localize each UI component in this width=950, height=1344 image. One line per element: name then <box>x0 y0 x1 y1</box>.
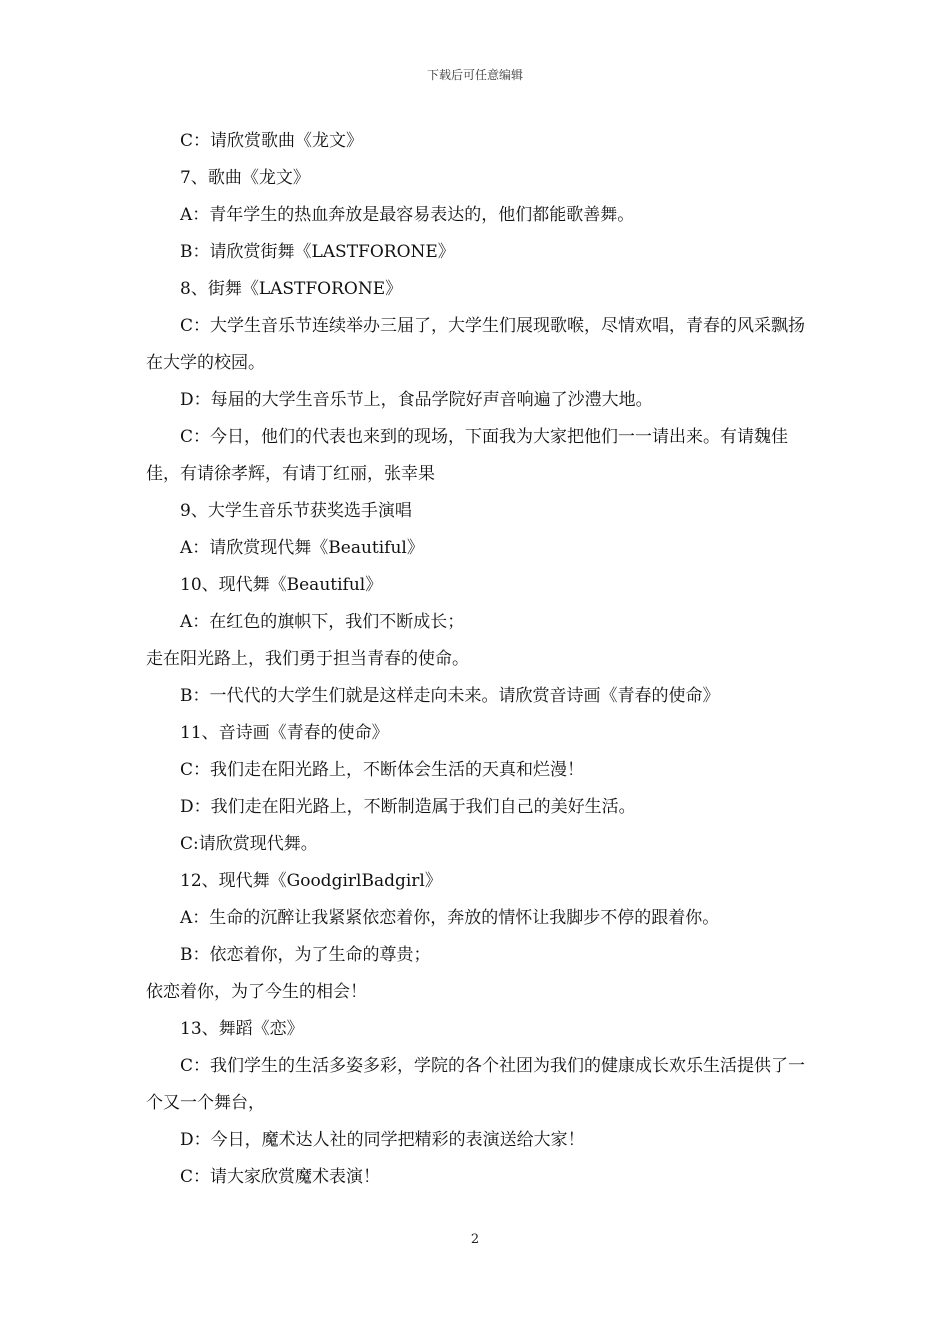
paragraph: 走在阳光路上，我们勇于担当青春的使命。 <box>146 649 469 669</box>
paragraph: A：生命的沉醉让我紧紧依恋着你，奔放的情怀让我脚步不停的跟着你。 <box>180 908 720 928</box>
paragraph: C：我们走在阳光路上，不断体会生活的天真和烂漫！ <box>180 760 585 780</box>
paragraph: 13、舞蹈《恋》 <box>180 1019 304 1039</box>
page-header: 下载后可任意编辑 <box>426 68 523 82</box>
paragraph: 11、音诗画《青春的使命》 <box>180 723 389 743</box>
paragraph: D：我们走在阳光路上，不断制造属于我们自己的美好生活。 <box>180 797 636 817</box>
paragraph: 12、现代舞《GoodgirlBadgirl》 <box>180 871 442 891</box>
paragraph: C：大学生音乐节连续举办三届了，大学生们展现歌喉，尽情欢唱，青春的风采飘扬在大学的校园。 <box>146 316 806 373</box>
paragraph: B：请欣赏街舞《LASTFORONE》 <box>180 242 455 262</box>
page-number: 2 <box>470 1232 480 1247</box>
paragraph: C：请欣赏歌曲《龙文》 <box>180 131 364 151</box>
paragraph: 8、街舞《LASTFORONE》 <box>180 279 403 299</box>
paragraph: A：请欣赏现代舞《Beautiful》 <box>180 538 424 558</box>
document-body <box>146 123 806 1196</box>
paragraph: B：一代代的大学生们就是这样走向未来。请欣赏音诗画《青春的使命》 <box>180 686 720 706</box>
paragraph: D：今日，魔术达人社的同学把精彩的表演送给大家！ <box>180 1130 585 1150</box>
paragraph: A：青年学生的热血奔放是最容易表达的，他们都能歌善舞。 <box>180 205 635 225</box>
paragraph: 7、歌曲《龙文》 <box>180 168 310 188</box>
paragraph: 10、现代舞《Beautiful》 <box>180 575 383 595</box>
paragraph: B：依恋着你，为了生命的尊贵； <box>180 945 431 965</box>
paragraph: C：我们学生的生活多姿多彩，学院的各个社团为我们的健康成长欢乐生活提供了一个又一个舞台， <box>146 1056 806 1113</box>
paragraph: 9、大学生音乐节获奖选手演唱 <box>180 501 412 521</box>
paragraph: C：今日，他们的代表也来到的现场，下面我为大家把他们一一请出来。有请魏佳佳，有请徐孝辉，有请丁红丽，张幸果 <box>146 427 789 484</box>
paragraph: D：每届的大学生音乐节上，食品学院好声音响遍了沙澧大地。 <box>180 390 653 410</box>
paragraph: 依恋着你，为了今生的相会！ <box>146 982 367 1002</box>
paragraph: C：请大家欣赏魔术表演！ <box>180 1167 381 1187</box>
paragraph: A：在红色的旗帜下，我们不断成长； <box>180 612 465 632</box>
paragraph: C:请欣赏现代舞。 <box>180 834 318 854</box>
